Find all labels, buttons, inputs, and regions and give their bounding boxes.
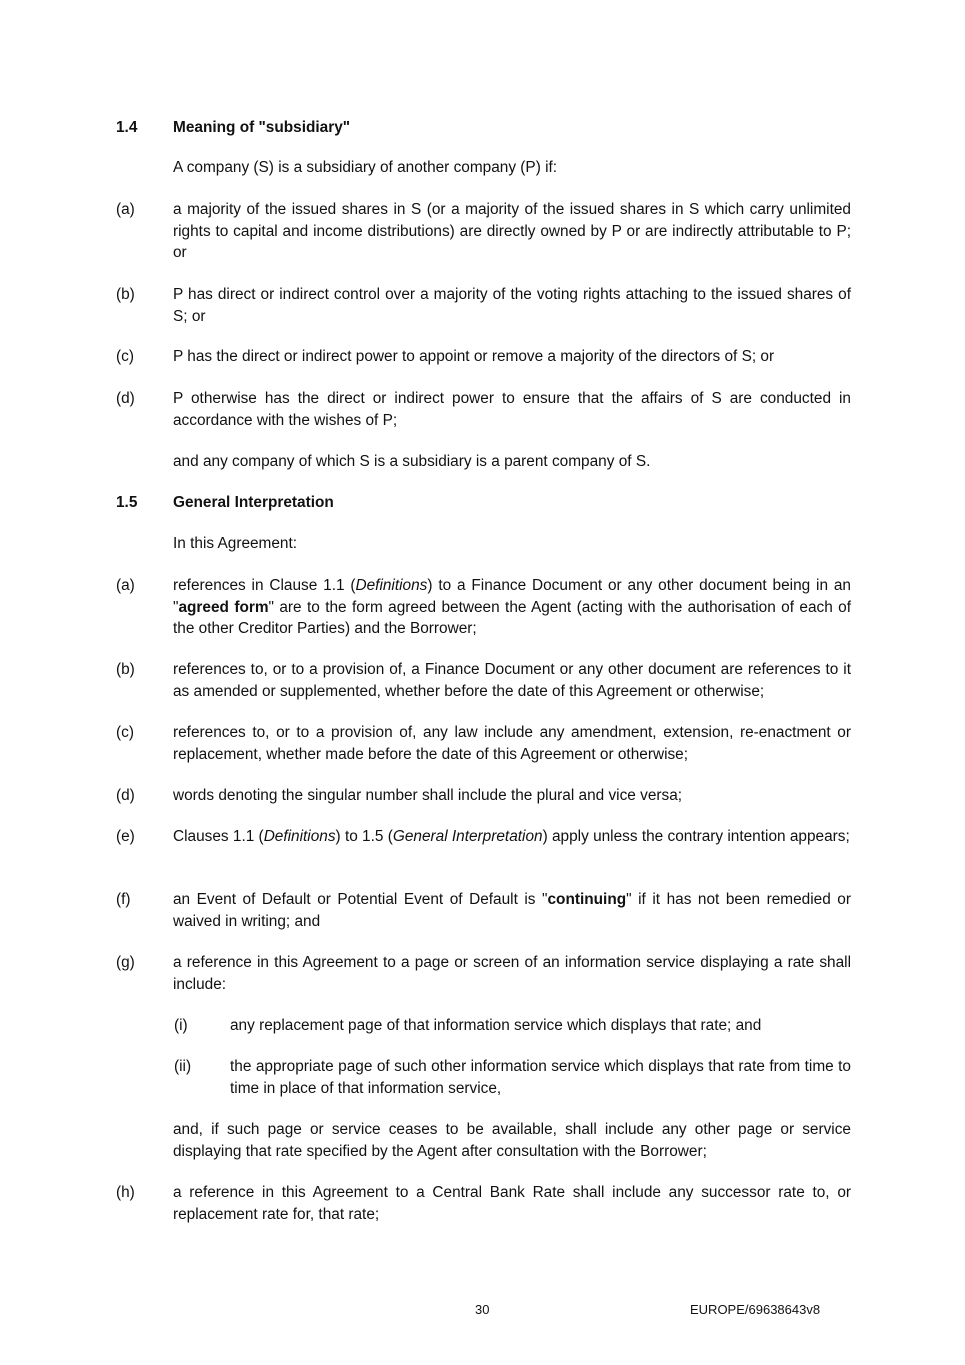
list-item-label: (b)	[116, 661, 135, 678]
list-item-text: a reference in this Agreement to a page or screen of an information service displaying a rate shall include:	[173, 954, 851, 993]
document-reference: EUROPE/69638643v8	[690, 1302, 821, 1317]
section-title: Meaning of "subsidiary"	[173, 119, 351, 136]
section-intro: A company (S) is a subsidiary of another company (P) if:	[173, 159, 558, 176]
text-run-italic: Definitions	[355, 577, 428, 594]
list-item-text: a majority of the issued shares in S (or a majority of the issued shares in S which carry unlimited rights to capital and income distributions) are directly owned by P or are indirectly attributable to P; or	[173, 201, 851, 262]
list-item-label: (g)	[116, 954, 135, 971]
list-item-label: (a)	[116, 201, 135, 218]
list-item-label: (d)	[116, 787, 135, 804]
list-item-label: (c)	[116, 348, 134, 365]
sub-list-item-label: (ii)	[174, 1058, 192, 1075]
text-run-bold: agreed form	[178, 598, 269, 616]
list-item-text: P has direct or indirect control over a majority of the voting rights attaching to the issued shares of S; or	[173, 286, 851, 325]
page-number: 30	[475, 1302, 490, 1317]
list-item-text: words denoting the singular number shall include the plural and vice versa;	[173, 787, 683, 804]
list-item-text: a reference in this Agreement to a Central Bank Rate shall include any successor rate to, or replacement rate for, that rate;	[173, 1184, 851, 1223]
sub-list-item-label: (i)	[174, 1017, 188, 1034]
text-run: " are to the form agreed between the Agent (acting with the authorisation of each of the other Creditor Parties) and the Borrower;	[173, 598, 851, 638]
list-item-text	[173, 826, 851, 848]
list-item-text	[173, 575, 851, 640]
list-item-closing: and, if such page or service ceases to be available, shall include any other page or service displaying that rate specified by the Agent after consultation with the Borrower;	[173, 1121, 851, 1160]
text-run-italic: General Interpretation	[392, 828, 543, 845]
list-item-text: references to, or to a provision of, any law include any amendment, extension, re-enactment or replacement, whether made before the date of this Agreement or otherwise;	[173, 724, 851, 763]
list-item-label: (a)	[116, 577, 135, 594]
section-number: 1.4	[116, 119, 138, 136]
list-item-label: (e)	[116, 828, 135, 845]
text-run: ) to 1.5 (	[335, 828, 393, 845]
list-item-label: (h)	[116, 1184, 135, 1201]
text-run: ) to a Finance Document or any other document being in an "	[173, 577, 851, 616]
list-item-label: (b)	[116, 286, 135, 303]
text-run: an Event of Default or Potential Event of Default is "	[173, 891, 548, 908]
list-item-label: (c)	[116, 724, 134, 741]
sub-list-item-text: the appropriate page of such other information service which displays that rate from time to time in place of that information service,	[230, 1058, 851, 1097]
section-number: 1.5	[116, 494, 138, 511]
text-run: Clauses 1.1 (	[173, 828, 264, 845]
text-run: references in Clause 1.1 (	[173, 577, 356, 594]
list-item-text: P has the direct or indirect power to appoint or remove a majority of the directors of S; or	[173, 348, 775, 365]
section-title: General Interpretation	[173, 494, 334, 511]
section-closing: and any company of which S is a subsidiary is a parent company of S.	[173, 453, 651, 470]
list-item-label: (d)	[116, 390, 135, 407]
text-run-bold: continuing	[547, 891, 627, 908]
section-intro: In this Agreement:	[173, 535, 298, 552]
text-run-italic: Definitions	[263, 828, 336, 845]
list-item-text	[173, 889, 851, 932]
text-run: " if it has not been remedied or waived in writing; and	[173, 891, 851, 930]
list-item-text: P otherwise has the direct or indirect power to ensure that the affairs of S are conducted in accordance with the wishes of P;	[173, 390, 851, 429]
sub-list-item-text: any replacement page of that information service which displays that rate; and	[230, 1017, 762, 1034]
list-item-text: references to, or to a provision of, a Finance Document or any other document are references to it as amended or supplemented, whether before the date of this Agreement or otherwise;	[173, 661, 851, 700]
list-item-label: (f)	[116, 891, 131, 908]
text-run: ) apply unless the contrary intention appears;	[542, 828, 850, 845]
